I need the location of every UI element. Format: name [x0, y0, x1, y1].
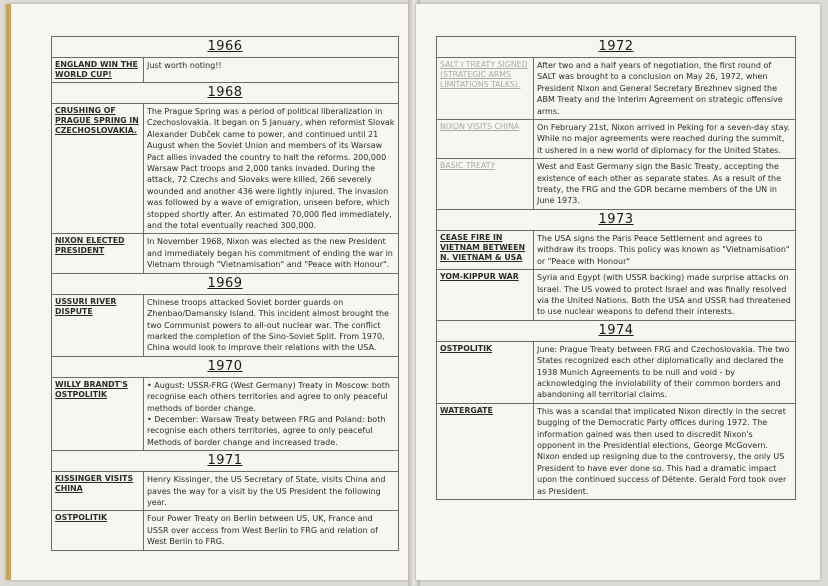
event-title: CEASE FIRE IN VIETNAM BETWEEN N. VIETNAM & USA: [437, 230, 534, 269]
left-table-body: [52, 37, 399, 551]
event-row: [437, 341, 796, 403]
event-title: CRUSHING OF PRAGUE SPRING IN CZECHOSLOVAKIA.: [52, 104, 144, 234]
event-row: [52, 234, 399, 273]
event-row: [437, 270, 796, 321]
event-row: [437, 159, 796, 210]
year-header-row: [52, 273, 399, 294]
event-description: The USA signs the Paris Peace Settlement and agrees to withdraw its troops. This policy was known as "Vietnamisation" or "Peace with Honour": [534, 230, 796, 269]
event-description: June: Prague Treaty between FRG and Czechoslovakia. The two States recognized each other diplomatically and declared the 1938 Munich Agreements to be null and void - by acknowledging the inviolability of their common borders and abandoning all territorial claims.: [534, 341, 796, 403]
event-title: ENGLAND WIN THE WORLD CUP!: [52, 58, 144, 83]
event-description: • August: USSR-FRG (West Germany) Treaty in Moscow: both recognise each others territories and agree to only peaceful methods of border change. • December: Warsaw Treaty between FRG and Poland: both recognise each others territories, agree to only peaceful Methods of border change and increased trade.: [144, 377, 399, 450]
year-heading: 1973: [437, 209, 796, 230]
event-description: On February 21st, Nixon arrived in Peking for a seven-day stay. While no major agreements were reached during the summit, it ushered in a new world of diplomacy for the United States.: [534, 120, 796, 159]
event-title: OSTPOLITIK: [52, 511, 144, 550]
event-description: Just worth noting!!: [144, 58, 399, 83]
event-row: [52, 377, 399, 450]
right-timeline-table: [436, 36, 796, 500]
right-table-body: [437, 37, 796, 500]
event-title: NIXON VISITS CHINA: [437, 120, 534, 159]
right-page: [416, 4, 820, 580]
event-title: NIXON ELECTED PRESIDENT: [52, 234, 144, 273]
event-row: [52, 511, 399, 550]
year-header-row: [437, 320, 796, 341]
event-description: Four Power Treaty on Berlin between US, UK, France and USSR over access from West Berlin to FRG and relation of West Berlin to FRG.: [144, 511, 399, 550]
year-heading: 1970: [52, 356, 399, 377]
event-title: OSTPOLITIK: [437, 341, 534, 403]
left-page: [6, 4, 417, 580]
event-description: The Prague Spring was a period of political liberalization in Czechoslovakia. It began on 5 January, when reformist Slovak Alexander Dubček came to power, and continued until 21 August when the Soviet Union and members of its Warsaw Pact allies invaded the country to halt the reforms. 200,000 Warsaw Pact troops and 2,000 tanks invaded. During the attack, 72 Czechs and Slovaks were killed, 266 severely wounded and another 436 were lightly injured. The invasion was followed by a wave of emigration, unseen before, which stopped shortly after. An estimated 70,000 fled immediately, and the total eventually reached 300,000.: [144, 104, 399, 234]
event-row: [52, 294, 399, 356]
event-title: YOM-KIPPUR WAR: [437, 270, 534, 321]
event-row: [52, 472, 399, 511]
event-description: After two and a half years of negotiation, the first round of SALT was brought to a conclusion on May 26, 1972, when President Nixon and General Secretary Brezhnev signed the ABM Treaty and the Interim Agreement on strategic offensive arms.: [534, 58, 796, 120]
event-row: [52, 104, 399, 234]
event-title: SALT I TREATY SIGNED (STRATEGIC ARMS LIMITATIONS TALKS).: [437, 58, 534, 120]
year-heading: 1971: [52, 451, 399, 472]
event-description: Syria and Egypt (with USSR backing) made surprise attacks on Israel. The US vowed to protect Israel and was finally resolved via the United Nations. Both the USA and USSR had threatened to use nuclear weapons to defend their interests.: [534, 270, 796, 321]
year-heading: 1972: [437, 37, 796, 58]
year-header-row: [52, 356, 399, 377]
event-title: USSURI RIVER DISPUTE: [52, 294, 144, 356]
event-description: This was a scandal that implicated Nixon directly in the secret bugging of the Democratic Party offices during 1972. The information gained was then used to discredit Nixon's opponent in the Presidential elections, George McGovern. Nixon ended up resigning due to the controversy, the only US President to have ever done so. This had a dramatic impact upon the continued success of Détente. Gerald Ford took over as President.: [534, 403, 796, 499]
year-heading: 1966: [52, 37, 399, 58]
event-row: [437, 403, 796, 499]
left-timeline-table: [51, 36, 399, 551]
event-title: WILLY BRANDT'S OSTPOLITIK: [52, 377, 144, 450]
event-description: West and East Germany sign the Basic Treaty, accepting the existence of each other as separate states. As a result of the treaty, the FRG and the GDR became members of the UN in June 1973.: [534, 159, 796, 210]
event-row: [437, 230, 796, 269]
event-row: [437, 120, 796, 159]
event-title: BASIC TREATY: [437, 159, 534, 210]
year-header-row: [52, 83, 399, 104]
event-row: [437, 58, 796, 120]
event-title: WATERGATE: [437, 403, 534, 499]
year-heading: 1974: [437, 320, 796, 341]
event-title: KISSINGER VISITS CHINA: [52, 472, 144, 511]
year-header-row: [437, 37, 796, 58]
event-row: [52, 58, 399, 83]
event-description: Henry Kissinger, the US Secretary of State, visits China and paves the way for a visit by the US President the following year.: [144, 472, 399, 511]
event-description: In November 1968, Nixon was elected as the new President and immediately began his commitment of ending the war in Vietnam through "Vietnamisation" and "Peace with Honour".: [144, 234, 399, 273]
year-header-row: [52, 37, 399, 58]
year-header-row: [437, 209, 796, 230]
year-header-row: [52, 451, 399, 472]
year-heading: 1969: [52, 273, 399, 294]
event-description: Chinese troops attacked Soviet border guards on Zhenbao/Damansky Island. This incident almost brought the two Communist powers to all-out nuclear war. The conflict marked the completion of the Sino-Soviet Split. From 1970, China would look to improve their relations with the USA.: [144, 294, 399, 356]
year-heading: 1968: [52, 83, 399, 104]
